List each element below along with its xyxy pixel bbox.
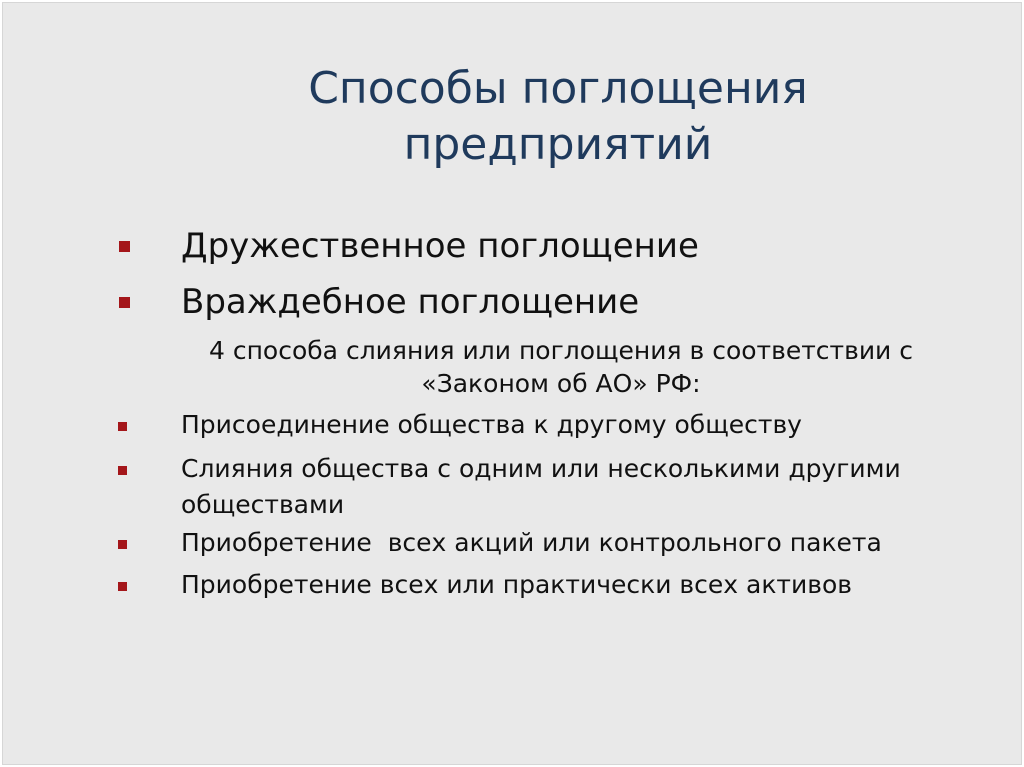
square-bullet-icon	[118, 422, 127, 431]
method-label: Приобретение всех акций или контрольного пакета	[181, 528, 882, 557]
note-line-2: «Законом об АО» РФ:	[421, 369, 701, 398]
square-bullet-icon	[118, 582, 127, 591]
square-bullet-icon	[119, 297, 130, 308]
methods-intro-note	[133, 334, 989, 400]
main-point-item	[3, 221, 1023, 277]
main-point-item	[3, 277, 1023, 333]
square-bullet-icon	[118, 540, 127, 549]
slide	[2, 2, 1022, 765]
main-point-label: Враждебное поглощение	[181, 282, 640, 322]
note-line-1: 4 способа слияния или поглощения в соответствии с	[208, 336, 914, 365]
main-point-label: Дружественное поглощение	[181, 226, 699, 266]
slide-title-line-2: предприятий	[403, 119, 713, 170]
square-bullet-icon	[118, 466, 127, 475]
slide-title-line-1: Способы поглощения	[308, 63, 808, 114]
method-label: Слияния общества с одним или несколькими другими обществами	[181, 454, 909, 519]
method-label: Приобретение всех или практически всех активов	[181, 570, 852, 599]
square-bullet-icon	[119, 241, 130, 252]
method-label: Присоединение общества к другому обществу	[181, 410, 802, 439]
slide-title	[203, 61, 913, 173]
